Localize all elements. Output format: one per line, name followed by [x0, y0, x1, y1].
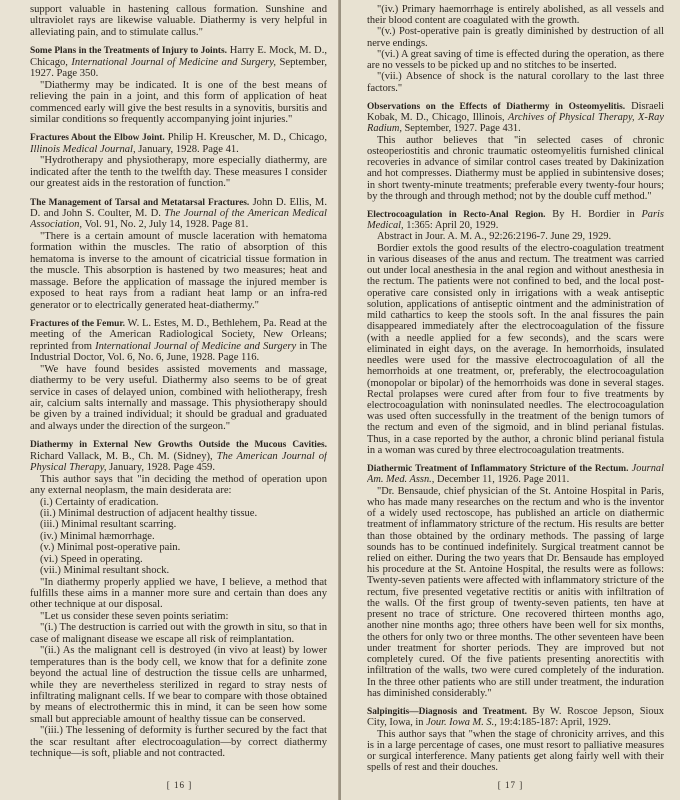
list-item: (iv.) Minimal hæmorrhage. — [40, 530, 155, 542]
citation-details: 19:4:185-187: April, 1929. — [499, 717, 611, 729]
article-heading — [30, 45, 327, 79]
article-section — [30, 45, 327, 125]
article-author: Philip H. Kreuscher, M. D., Chicago, — [167, 132, 327, 144]
article-title: Fractures of the Femur. — [30, 318, 125, 329]
article-author: John D. Ellis, M. D. and John S. Coulter, M. D. — [30, 196, 327, 219]
article-heading — [30, 197, 327, 231]
article-section — [367, 209, 664, 456]
article-title: Electrocoagulation in Recto-Anal Region. — [367, 209, 546, 220]
article-section — [367, 4, 664, 94]
paragraph: Abstract in Jour. A. M. A., 92:26:2196-7. June 29, 1929. — [377, 231, 612, 243]
article-heading — [30, 318, 327, 364]
paragraph: "Diathermy may be indicated. It is one of the best means of relieving the pain in a joint, and this form of application of heat commenced early will give the best results in a synovitis, bursitis and similar conditions so frequently accompanying joint injuries." — [30, 79, 327, 125]
article-author: By W. Roscoe Jepson, Sioux City, Iowa, in — [367, 706, 664, 729]
right-page — [341, 0, 680, 800]
list-item: (vii.) Minimal resultant shock. — [40, 565, 170, 577]
journal-name: Journal Am. Med. Assn., — [367, 463, 664, 486]
right-page-number: [ 17 ] — [497, 780, 524, 790]
article-title: Diathermic Treatment of Inflammatory Stricture of the Rectum. — [367, 464, 629, 475]
article-heading — [367, 101, 664, 135]
journal-name: International Journal of Medicine and Surgery — [95, 340, 297, 352]
paragraph: "Dr. Bensaude, chief physician of the St. Antoine Hospital in Paris, who has made many researches on the rectum and who is the inventor of a widely used rectoscope, has published an article on diathermic treatment of inflammatory stricture of the rectum. His results are better than those obtained by the ordinary methods. The passing of large sounds has to be continued indefinitely. Surgical treatment cannot be relied on either. During the two years that Dr. Bensaude has employed his procedure at the St. Antoine Hospital, the results were as follows: Twenty-seven patients were affected with inflammatory stricture of the rectum, five presented vegetative rectitis or anitis with infiltration of the walls. Of the first group of twenty-seven patients, ten have at present no trace of stricture. One recovered thirteen months ago, another nine months ago; three others have been well for six months, the others for only two or three months. The other seventeen have been under treatment for shorter periods. They are improved but not completely cured. Of the five patients presenting anorectitis with infiltration of the walls, two were cured completely of the induration. In the three other patients who are still under treatment, the induration has diminished considerably." — [367, 485, 664, 699]
citation-details: 1:365: April 20, 1929. — [406, 220, 499, 232]
journal-name: Jour. Iowa M. S., — [426, 717, 497, 729]
article-section — [367, 706, 664, 772]
article-author: Richard Vallack, M. B., Ch. M. (Sidney), — [30, 450, 213, 462]
journal-name: The American Journal of Physical Therapy, — [30, 450, 327, 474]
citation-details: Vol. 91, No. 2, July 14, 1928. Page 81. — [84, 219, 249, 231]
paragraph: "Let us consider these seven points seriatim: — [40, 610, 229, 622]
article-author: W. L. Estes, M. D., Bethlehem, Pa. Read at the meeting of the American Radiological Society, New Orleans; reprinted from — [30, 317, 327, 352]
paragraph: This author believes that "in selected cases of chronic osteoperiostitis and chronic traumatic osteomyelitis furnished clinical recoveries in advance of similar control cases treated by Dakinization and hot compresses. Diathermy must be applied in subintensive doses; in short twenty-minute treatments; preferable every twenty-four hours; by the through and through method; not by the double cuff method." — [367, 134, 664, 202]
journal-name: Illinois Medical Journal, — [30, 143, 136, 155]
citation-details: September, 1927. Page 350. — [30, 56, 327, 80]
citation-details: January, 1928. Page 41. — [138, 143, 239, 155]
left-page-number: [ 16 ] — [166, 780, 193, 790]
article-section — [367, 101, 664, 202]
article-section — [30, 197, 327, 311]
article-title: Some Plans in the Treatments of Injury to Joints. — [30, 46, 227, 57]
paragraph: "Hydrotherapy and physiotherapy, more especially diathermy, are indicated after the tenth to the twelfth day. These measures I consider our greatest aids in the restoration of function." — [30, 155, 327, 190]
citation-details: September, 1927. Page 431. — [404, 123, 521, 135]
paragraph: "(vi.) A great saving of time is effected during the operation, as there are no vessels to be picked up and no stitches to be inserted. — [367, 48, 664, 72]
journal-name: The Journal of the American Medical Association, — [30, 208, 327, 231]
right-page-text — [367, 4, 664, 772]
list-item: (iii.) Minimal resultant scarring. — [40, 519, 177, 531]
list-item: (vi.) Speed in operating. — [40, 553, 143, 565]
paragraph: "(vii.) Absence of shock is the natural corollary to the last three factors." — [367, 71, 664, 94]
paragraph: "We have found besides assisted movements and massage, diathermy to be very useful. Diathermy also seems to be of great service in cases of delayed union, combined with heliotherapy, fresh air, calcium salts internally and massage. This physiotherapy should be given by a trained individual; it should be gradual and graduated and always under the direction of the surgeon." — [30, 363, 327, 432]
article-heading — [367, 463, 664, 485]
article-title: Observations on the Effects of Diathermy in Osteomyelitis. — [367, 101, 626, 112]
left-page-text — [30, 4, 327, 772]
journal-name: International Journal of Medicine and Surgery, — [71, 56, 277, 68]
paragraph: "(ii.) As the malignant cell is destroyed (in vivo at least) by lower temperatures than is the body cell, we know that for a definite zone beyond the actual line of destruction the tissue cells are unharmed, while they are nevertheless sterilized in regard to stray nests of infiltrating malignant cells. If we bear to compare with those obtained by means of electrothermic this in mind, it can be seen how some small but appreciable amount of healthy tissue can be conserved. — [30, 645, 327, 725]
paragraph: This author says that "when the stage of chronicity arrives, and this is in a large percentage of cases, one must resort to palliative measures or surgical interference. Many patients get along fairly well with their spells of rest and their douches. — [367, 728, 664, 772]
paragraph: "There is a certain amount of muscle laceration with hematoma formation within the muscles. The ratio of absorption of this hematoma is inverse to the amount of cicatricial tissue formation in the muscle. This absorption is hastened by two measures; heat and massage. Before the application of massage the injured member is exposed to heat rays from a radiant heat lamp or an infra-red generator or to electrically generated heat-diathermy." — [30, 230, 327, 311]
paragraph: support valuable in hastening callous formation. Sunshine and ultraviolet rays are likewise valuable. Diathermy is very helpful in alleviating pain, and to stimulate callus." — [30, 4, 327, 38]
article-section — [30, 318, 327, 432]
article-author: Harry E. Mock, M. D., Chicago, — [30, 45, 327, 68]
list-item: (ii.) Minimal destruction of adjacent healthy tissue. — [40, 507, 258, 519]
article-section — [30, 439, 327, 759]
paragraph: "(iii.) The lessening of deformity is further secured by the fact that the scar resultant after electrocoagulation—by correct diathermy technique—is soft, pliable and not contracted. — [30, 725, 327, 760]
paragraph: "(v.) Post-operative pain is greatly diminished by destruction of all nerve endings. — [367, 26, 664, 49]
list-item: (v.) Minimal post-operative pain. — [40, 542, 181, 554]
citation-details: January, 1928. Page 459. — [109, 462, 215, 474]
article-heading — [30, 439, 327, 473]
paragraph: "(iv.) Primary haemorrhage is entirely abolished, as all vessels and their blood content are coagulated with the growth. — [367, 4, 664, 27]
article-section — [367, 463, 664, 699]
article-title: The Management of Tarsal and Metatarsal Fractures. — [30, 197, 250, 208]
article-heading — [30, 132, 327, 155]
article-heading — [367, 706, 664, 728]
paragraph: This author says that "in deciding the method of operation upon any external neoplasm, the main desiderata are: — [30, 473, 327, 497]
article-title: Diathermy in External New Growths Outside the Mucous Cavities. — [30, 440, 327, 451]
article-title: Salpingitis—Diagnosis and Treatment. — [367, 707, 527, 718]
list-item: (i.) Certainty of eradication. — [40, 496, 159, 508]
paragraph: "(i.) The destruction is carried out with the growth in situ, so that in case of malignant disease we escape all risk of reimplantation. — [30, 622, 327, 645]
article-author: Disraeli Kobak, M. D., Chicago, Illinois, — [367, 100, 664, 124]
left-page — [0, 0, 339, 800]
citation-details: December 11, 1926. Page 2011. — [436, 474, 570, 486]
journal-name: Archives of Physical Therapy, X-Ray Radium, — [367, 112, 664, 135]
article-section — [30, 4, 327, 38]
journal-name: Paris Medical, — [367, 208, 664, 232]
article-heading — [367, 209, 664, 231]
article-author: By H. Bordier in — [552, 208, 635, 220]
citation-details: in The Industrial Doctor, Vol. 6, No. 6, June, 1928. Page 116. — [30, 340, 327, 364]
article-title: Fractures About the Elbow Joint. — [30, 133, 165, 144]
article-section — [30, 132, 327, 189]
paragraph: "In diathermy properly applied we have, I believe, a method that fulfills these aims in a manner more sure and certain than does any other technique at our disposal. — [30, 576, 327, 611]
paragraph: Bordier extols the good results of the electro-coagulation treatment in various diseases of the anus and rectum. The treatment was carried out under local anesthesia in the anal region and without anesthesia in the rectum. The patients were not confined to bed, and the local post-operative care consisted only in irrigations with a weak antiseptic solution, applications of antiseptic ointment and the administration of mild cathartics to keep the stools soft. In the anal fissures the pain disappeared immediately after the electrocoagulation of the fissure (with a needle applied for a few seconds), and the scars were eliminated in eight days, on the average. In hemorrhoids, insulated needles were used for the massive electrocoagulation of all the hemorrhoids at one treatment, or, preferably, the electrocoagulation (monopolar or bipolar) of the hemorrhoids was done in several stages. Rectal prolapses were cured after from four to five treatments by electrocoagulation with noninsulated needles. The electrocoagulation was used often successfully in the treatment of the benign tumors of the rectum and even of the sigmoid, and in blind perianal fistulas. Thus, in a case reported by the author, a chronic blind perianal fistula in a woman was cured by three electrocoagulation treatments. — [367, 242, 664, 456]
